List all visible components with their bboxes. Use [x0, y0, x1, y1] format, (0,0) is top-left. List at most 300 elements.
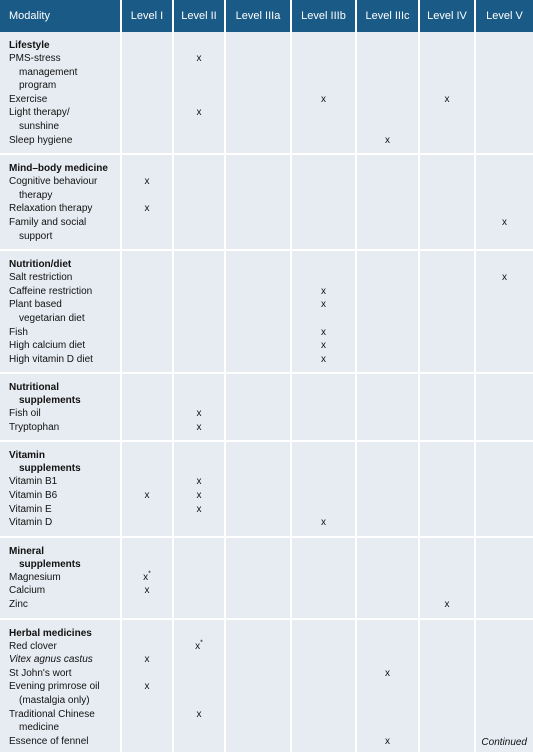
evidence-mark — [420, 202, 474, 216]
level-cell — [225, 441, 291, 536]
level-cell — [173, 250, 225, 373]
item-line: Plant based — [9, 299, 62, 311]
evidence-mark — [226, 202, 290, 216]
item-line: therapy — [19, 189, 53, 201]
evidence-mark — [476, 667, 533, 681]
level-cell — [173, 373, 225, 441]
item-line: Evening primrose oil — [9, 681, 100, 693]
evidence-mark — [226, 298, 290, 325]
group-row — [0, 154, 533, 250]
evidence-mark — [292, 407, 355, 421]
item-line: Traditional Chinese — [9, 708, 95, 720]
level-cell — [173, 441, 225, 536]
evidence-mark — [476, 52, 533, 93]
evidence-mark — [226, 134, 290, 148]
item-line: Vitamin E — [9, 503, 52, 515]
list-item — [9, 407, 118, 421]
evidence-mark — [420, 667, 474, 681]
item-line: Red clover — [9, 640, 57, 652]
evidence-mark — [476, 653, 533, 667]
evidence-mark — [122, 598, 172, 612]
evidence-mark — [122, 134, 172, 148]
evidence-mark — [122, 106, 172, 133]
evidence-mark — [226, 503, 290, 517]
evidence-mark — [174, 584, 224, 598]
modality-cell — [0, 373, 121, 441]
group-title-line: Nutrition/diet — [9, 259, 72, 271]
header-modality: Modality — [0, 0, 121, 32]
evidence-mark — [174, 516, 224, 530]
group-row — [0, 619, 533, 752]
evidence-mark — [122, 298, 172, 325]
evidence-mark — [174, 285, 224, 299]
level-cell — [419, 250, 475, 373]
list-item — [9, 475, 118, 489]
evidence-mark — [420, 134, 474, 148]
header-level-iiic: Level IIIc — [356, 0, 419, 32]
evidence-mark — [420, 571, 474, 585]
evidence-mark — [226, 516, 290, 530]
list-item — [9, 52, 118, 93]
evidence-mark — [420, 640, 474, 654]
item-line: vegetarian diet — [19, 312, 85, 324]
evidence-mark — [357, 653, 418, 667]
evidence-mark — [476, 489, 533, 503]
group-row — [0, 250, 533, 373]
evidence-mark — [420, 271, 474, 285]
evidence-mark — [174, 271, 224, 285]
item-line: (mastalgia only) — [19, 695, 90, 707]
group-title-line: Herbal medicines — [9, 627, 92, 639]
evidence-mark — [420, 285, 474, 299]
level-cell — [356, 441, 419, 536]
evidence-mark: x — [321, 299, 326, 311]
evidence-mark — [174, 134, 224, 148]
level-cell — [121, 619, 173, 752]
evidence-mark — [476, 598, 533, 612]
group-title-line: Lifestyle — [9, 40, 50, 51]
item-line: support — [19, 230, 53, 242]
item-line: sunshine — [19, 120, 60, 132]
evidence-mark: x — [444, 599, 450, 611]
header-row — [0, 0, 533, 32]
level-cell — [475, 154, 533, 250]
evidence-mark — [174, 326, 224, 340]
evidence-mark: x — [385, 667, 390, 679]
evidence-mark — [476, 134, 533, 148]
evidence-mark — [476, 708, 533, 735]
group-title — [9, 162, 118, 175]
level-cell — [225, 373, 291, 441]
evidence-mark — [357, 421, 418, 435]
evidence-mark — [420, 216, 474, 243]
list-item — [9, 216, 118, 243]
list-item — [9, 735, 118, 749]
evidence-mark — [226, 667, 290, 681]
evidence-mark: x — [196, 476, 202, 488]
evidence-mark: x* — [143, 570, 151, 583]
evidence-mark: x — [321, 93, 326, 105]
evidence-mark — [292, 489, 355, 503]
group-title-line: Mind–body medicine — [9, 163, 108, 175]
group-title-line: Mineral — [9, 545, 45, 557]
level-cell — [291, 373, 356, 441]
evidence-mark — [226, 339, 290, 353]
evidence-mark — [476, 175, 533, 202]
modality-cell — [0, 441, 121, 536]
evidence-mark — [420, 708, 474, 735]
evidence-mark: x — [196, 421, 202, 433]
item-line: medicine — [19, 722, 60, 734]
evidence-mark — [420, 475, 474, 489]
evidence-mark — [357, 216, 418, 243]
evidence-mark — [357, 680, 418, 707]
evidence-mark — [292, 708, 355, 735]
evidence-mark — [122, 708, 172, 735]
level-cell — [121, 32, 173, 154]
evidence-mark — [420, 584, 474, 598]
item-line: Vitex agnus castus — [9, 654, 93, 666]
evidence-mark — [357, 640, 418, 654]
evidence-mark — [420, 680, 474, 707]
evidence-mark — [174, 175, 224, 202]
evidence-mark: x — [144, 681, 150, 693]
evidence-mark — [420, 735, 474, 749]
level-cell — [291, 537, 356, 619]
level-cell — [356, 373, 419, 441]
level-cell — [356, 619, 419, 752]
modality-cell — [0, 250, 121, 373]
level-cell — [356, 250, 419, 373]
evidence-mark: x — [196, 503, 202, 515]
list-item — [9, 326, 118, 340]
list-item — [9, 667, 118, 681]
evidence-mark — [174, 667, 224, 681]
group-title-line: Nutritional — [9, 382, 59, 394]
list-item — [9, 271, 118, 285]
evidence-mark: x — [321, 285, 326, 297]
evidence-mark — [420, 489, 474, 503]
list-item — [9, 353, 118, 367]
evidence-mark — [476, 475, 533, 489]
list-item — [9, 202, 118, 216]
evidence-mark: x — [196, 408, 202, 420]
level-cell — [475, 537, 533, 619]
evidence-mark — [292, 106, 355, 133]
evidence-mark — [122, 353, 172, 367]
list-item — [9, 598, 118, 612]
item-line: PMS-stress — [9, 53, 61, 64]
level-cell — [475, 373, 533, 441]
evidence-mark — [357, 326, 418, 340]
evidence-mark — [476, 584, 533, 598]
level-cell — [419, 32, 475, 154]
evidence-mark — [357, 503, 418, 517]
evidence-mark — [226, 735, 290, 749]
evidence-mark — [292, 503, 355, 517]
level-cell — [225, 619, 291, 752]
group-title-line: supplements — [19, 463, 81, 475]
evidence-mark — [174, 339, 224, 353]
level-cell — [356, 537, 419, 619]
evidence-mark — [122, 735, 172, 749]
table-header — [0, 0, 533, 32]
list-item — [9, 93, 118, 107]
evidence-mark — [292, 680, 355, 707]
evidence-mark — [122, 52, 172, 93]
level-cell — [475, 441, 533, 536]
item-line: Salt restriction — [9, 272, 73, 284]
evidence-mark — [357, 407, 418, 421]
evidence-mark — [420, 503, 474, 517]
evidence-mark: x — [144, 490, 150, 502]
list-item — [9, 298, 118, 325]
evidence-mark — [226, 571, 290, 585]
evidence-mark — [357, 93, 418, 107]
evidence-mark — [292, 202, 355, 216]
evidence-mark — [226, 489, 290, 503]
item-line: Vitamin D — [9, 517, 53, 529]
header-level-ii: Level II — [173, 0, 225, 32]
evidence-mark — [226, 680, 290, 707]
evidence-mark — [292, 598, 355, 612]
item-line: Exercise — [9, 93, 48, 105]
level-cell — [475, 619, 533, 752]
evidence-mark — [122, 407, 172, 421]
level-cell — [356, 154, 419, 250]
table-body — [0, 32, 533, 752]
item-line: High calcium diet — [9, 340, 86, 352]
group-title-line: supplements — [19, 395, 81, 407]
evidence-mark — [226, 216, 290, 243]
evidence-mark — [174, 216, 224, 243]
evidence-mark — [226, 653, 290, 667]
evidence-mark: x — [502, 216, 507, 228]
modality-cell — [0, 537, 121, 619]
level-cell — [225, 537, 291, 619]
evidence-mark — [174, 93, 224, 107]
evidence-mark — [122, 503, 172, 517]
header-level-iiib: Level IIIb — [291, 0, 356, 32]
group-title — [9, 39, 118, 52]
item-line: Vitamin B6 — [9, 490, 58, 502]
header-level-v: Level V — [475, 0, 533, 32]
evidence-mark — [476, 503, 533, 517]
level-cell — [121, 441, 173, 536]
list-item — [9, 640, 118, 654]
evidence-mark — [226, 175, 290, 202]
evidence-mark — [292, 653, 355, 667]
item-line: Fish oil — [9, 408, 41, 420]
group-title — [9, 449, 118, 475]
level-cell — [121, 537, 173, 619]
evidence-mark — [292, 52, 355, 93]
evidence-mark — [357, 353, 418, 367]
level-cell — [419, 619, 475, 752]
evidence-mark — [357, 489, 418, 503]
item-line: Fish — [9, 326, 28, 338]
evidence-mark — [122, 421, 172, 435]
evidence-mark — [292, 475, 355, 489]
evidence-mark — [292, 571, 355, 585]
evidence-mark — [476, 640, 533, 654]
list-item — [9, 653, 118, 667]
item-line: program — [19, 80, 57, 92]
level-cell — [225, 32, 291, 154]
evidence-mark — [357, 598, 418, 612]
evidence-mark — [476, 421, 533, 435]
evidence-mark — [476, 680, 533, 707]
evidence-mark — [226, 584, 290, 598]
evidence-mark: x — [321, 340, 326, 352]
level-cell — [173, 154, 225, 250]
level-cell — [121, 154, 173, 250]
evidence-mark — [226, 640, 290, 654]
evidence-mark — [476, 93, 533, 107]
list-item — [9, 503, 118, 517]
list-item — [9, 680, 118, 707]
modality-cell — [0, 619, 121, 752]
evidence-mark — [357, 175, 418, 202]
evidence-mark — [122, 216, 172, 243]
group-row — [0, 537, 533, 619]
evidence-mark — [174, 298, 224, 325]
evidence-mark — [292, 735, 355, 749]
item-line: Relaxation therapy — [9, 203, 93, 215]
item-line: Magnesium — [9, 571, 61, 583]
evidence-mark — [122, 475, 172, 489]
evidence-mark: x — [321, 326, 326, 338]
list-item — [9, 285, 118, 299]
item-line: Vitamin B1 — [9, 476, 58, 488]
item-line: Cognitive behaviour — [9, 176, 98, 188]
evidence-mark — [420, 653, 474, 667]
evidence-mark — [226, 407, 290, 421]
level-cell — [225, 154, 291, 250]
evidence-mark — [226, 93, 290, 107]
level-cell — [173, 619, 225, 752]
evidence-mark: x — [196, 107, 202, 119]
evidence-mark: x* — [195, 639, 203, 652]
evidence-mark — [174, 202, 224, 216]
evidence-mark: x — [321, 353, 326, 365]
level-cell — [291, 32, 356, 154]
evidence-mark — [226, 271, 290, 285]
evidence-mark — [122, 640, 172, 654]
level-cell — [291, 250, 356, 373]
list-item — [9, 489, 118, 503]
evidence-mark: x — [196, 53, 202, 64]
evidence-mark — [420, 175, 474, 202]
level-cell — [419, 441, 475, 536]
evidence-mark — [357, 571, 418, 585]
evidence-mark — [420, 339, 474, 353]
item-line: Essence of fennel — [9, 735, 89, 747]
evidence-mark — [226, 285, 290, 299]
evidence-mark — [174, 598, 224, 612]
header-level-i: Level I — [121, 0, 173, 32]
evidence-mark — [357, 339, 418, 353]
item-line: Caffeine restriction — [9, 285, 93, 297]
evidence-mark — [476, 339, 533, 353]
evidence-mark — [420, 421, 474, 435]
evidence-mark — [357, 708, 418, 735]
evidence-mark — [226, 421, 290, 435]
evidence-mark — [226, 106, 290, 133]
list-item — [9, 339, 118, 353]
item-line: High vitamin D diet — [9, 353, 93, 365]
evidence-mark: x — [444, 93, 450, 105]
evidence-mark — [292, 584, 355, 598]
level-cell — [173, 32, 225, 154]
evidence-mark — [476, 202, 533, 216]
evidence-mark — [292, 175, 355, 202]
evidence-mark — [122, 285, 172, 299]
level-cell — [225, 250, 291, 373]
evidence-mark — [174, 653, 224, 667]
evidence-mark — [420, 353, 474, 367]
evidence-mark: x — [144, 654, 150, 666]
evidence-mark — [174, 571, 224, 585]
evidence-mark — [292, 667, 355, 681]
evidence-mark — [226, 326, 290, 340]
item-line: Light therapy/ — [9, 107, 70, 119]
evidence-mark — [226, 52, 290, 93]
evidence-mark — [476, 106, 533, 133]
continued-note: Continued — [481, 737, 527, 748]
evidence-mark — [357, 106, 418, 133]
evidence-mark — [226, 353, 290, 367]
group-row — [0, 32, 533, 154]
list-item — [9, 175, 118, 202]
list-item — [9, 708, 118, 735]
group-row — [0, 441, 533, 536]
evidence-mark — [122, 326, 172, 340]
item-line: management — [19, 66, 78, 78]
evidence-mark — [292, 134, 355, 148]
evidence-mark — [357, 584, 418, 598]
evidence-mark — [122, 93, 172, 107]
evidence-mark — [292, 216, 355, 243]
level-cell — [121, 250, 173, 373]
modality-cell — [0, 154, 121, 250]
item-line: Zinc — [9, 599, 28, 611]
evidence-mark — [174, 680, 224, 707]
group-row — [0, 373, 533, 441]
header-level-iiia: Level IIIa — [225, 0, 291, 32]
evidence-mark — [226, 708, 290, 735]
level-cell — [419, 373, 475, 441]
evidence-mark — [420, 326, 474, 340]
evidence-mark: x — [144, 203, 150, 215]
evidence-mark: x — [144, 176, 150, 188]
level-cell — [291, 619, 356, 752]
group-title-line: Vitamin — [9, 450, 45, 462]
evidence-mark: x — [502, 272, 507, 284]
evidence-mark — [122, 516, 172, 530]
evidence-mark — [226, 475, 290, 489]
level-cell — [173, 537, 225, 619]
evidence-mark — [174, 735, 224, 749]
level-cell — [475, 32, 533, 154]
level-cell — [291, 441, 356, 536]
evidence-mark — [357, 271, 418, 285]
evidence-mark: x — [385, 735, 390, 747]
level-cell — [291, 154, 356, 250]
evidence-mark: x — [385, 134, 390, 146]
evidence-mark — [357, 52, 418, 93]
evidence-mark — [476, 407, 533, 421]
